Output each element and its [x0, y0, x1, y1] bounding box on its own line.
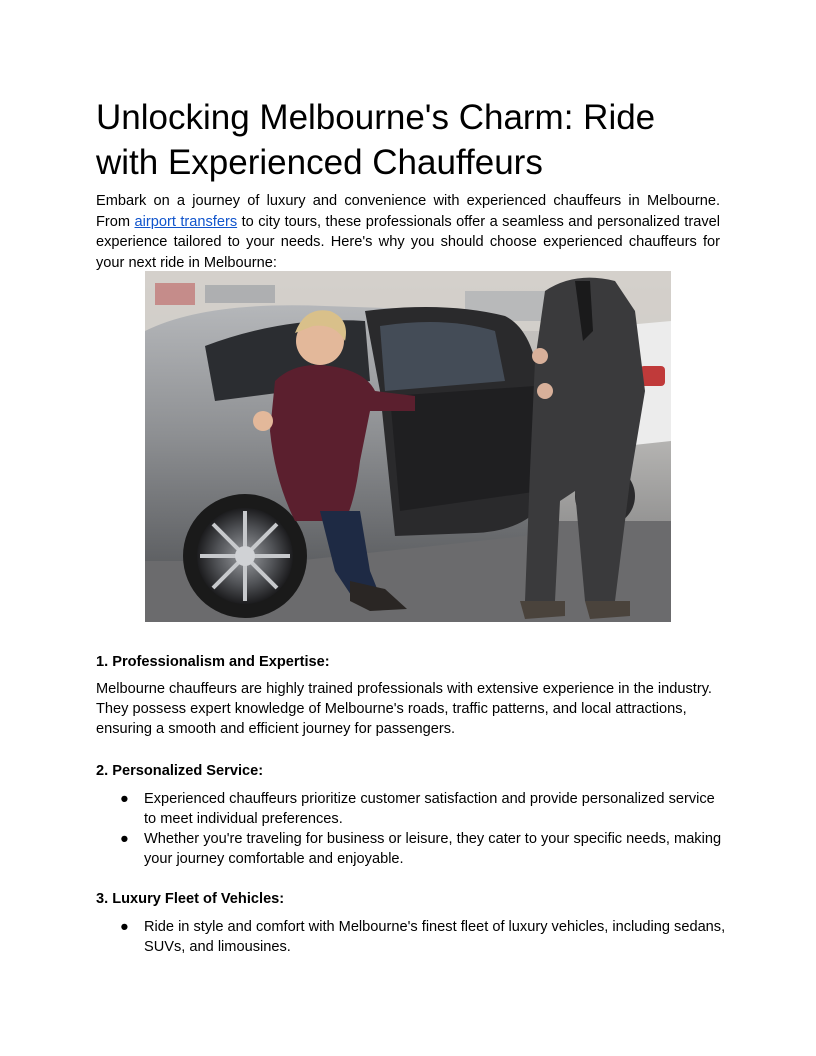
- intro-text-start: Embark on a journey of luxury and convenience with experienced chauffeurs in Melbourne. From: [96, 193, 720, 230]
- list-item: [96, 917, 726, 957]
- bullet-icon: ●: [120, 791, 129, 807]
- section-heading-luxury-fleet: 3. Luxury Fleet of Vehicles:: [96, 891, 285, 907]
- list-item: [96, 789, 726, 829]
- section-heading-professionalism: 1. Professionalism and Expertise:: [96, 654, 330, 670]
- airport-transfers-link[interactable]: airport transfers: [134, 213, 238, 230]
- intro-paragraph: [96, 191, 720, 273]
- list-item-text: Whether you're traveling for business or leisure, they cater to your specific needs, making your journey comfortable and enjoyable.: [144, 831, 722, 867]
- luxury-fleet-bullet-list: [96, 917, 726, 957]
- list-item-text: Experienced chauffeurs prioritize customer satisfaction and provide personalized service to meet individual preferences.: [144, 791, 715, 827]
- bullet-icon: ●: [120, 919, 129, 935]
- personalized-bullet-list: [96, 789, 726, 869]
- list-item-text: Ride in style and comfort with Melbourne's finest fleet of luxury vehicles, including sedans, SUVs, and limousines.: [144, 919, 726, 955]
- bullet-icon: ●: [120, 831, 129, 847]
- section-heading-personalized: 2. Personalized Service:: [96, 763, 264, 779]
- list-item: [96, 829, 726, 869]
- chauffeur-photo: [145, 271, 671, 622]
- page-title: Unlocking Melbourne's Charm: Ride with Experienced Chauffeurs: [96, 98, 656, 182]
- section-paragraph-professionalism: Melbourne chauffeurs are highly trained professionals with extensive experience in the industry. They possess expert knowledge of Melbourne's roads, traffic patterns, and local attractions, ensuring a smooth and efficient journey for passengers.: [96, 681, 712, 737]
- intro-text-end: to city tours, these professionals offer a seamless and personalized travel experience tailored to your needs. Here's why you should choose experienced chauffeurs for your next ride in Melbourne:: [96, 213, 720, 271]
